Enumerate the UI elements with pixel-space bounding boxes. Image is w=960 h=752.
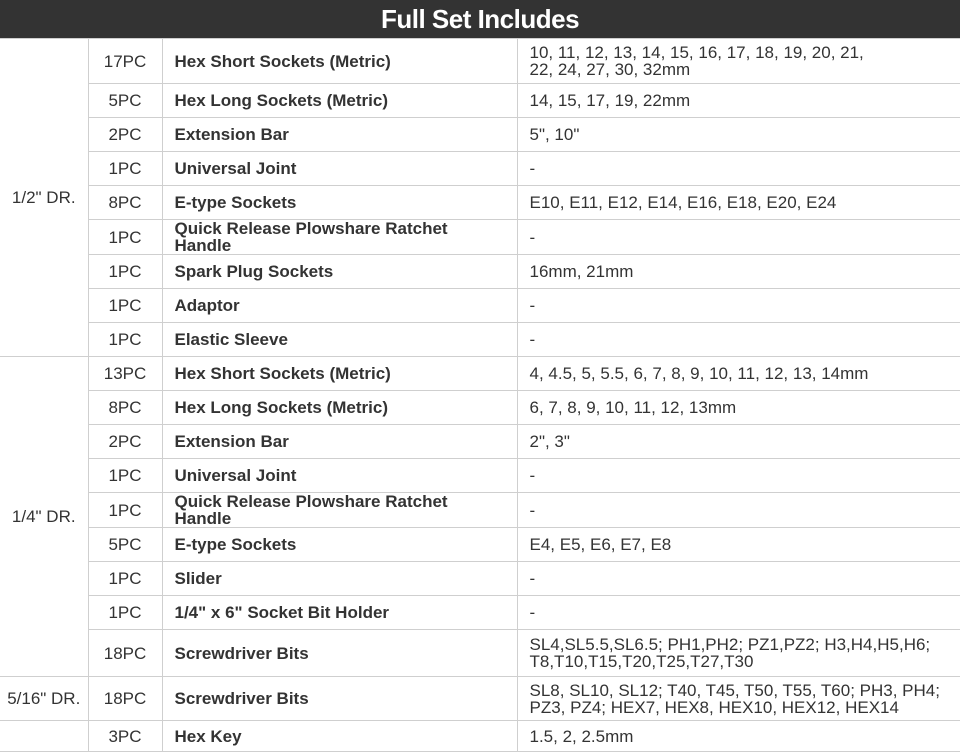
table-row <box>0 255 960 289</box>
item-spec-cell <box>517 562 960 596</box>
set-contents-body <box>0 39 960 752</box>
item-name-cell: Elastic Sleeve <box>162 323 517 357</box>
table-row <box>0 677 960 721</box>
item-spec-cell <box>517 677 960 721</box>
spec-line: 22, 24, 27, 30, 32mm <box>529 60 691 79</box>
item-name-cell: Adaptor <box>162 289 517 323</box>
spec-line: - <box>529 159 536 178</box>
table-row <box>0 562 960 596</box>
item-spec-cell <box>517 289 960 323</box>
spec-line: - <box>529 296 536 315</box>
item-spec-cell <box>517 425 960 459</box>
spec-line: 5", 10" <box>529 125 580 144</box>
quantity-cell: 1PC <box>88 459 162 493</box>
spec-line: - <box>529 569 536 588</box>
quantity-cell: 1PC <box>88 323 162 357</box>
spec-line: SL8, SL10, SL12; T40, T45, T50, T55, T60; PH3, PH4; <box>529 680 940 700</box>
drive-size-cell: 5/16" DR. <box>0 677 88 721</box>
spec-line: PZ3, PZ4; HEX7, HEX8, HEX10, HEX12, HEX14 <box>529 697 899 717</box>
table-row <box>0 391 960 425</box>
quantity-cell: 1PC <box>88 289 162 323</box>
item-spec-cell <box>517 84 960 118</box>
table-row <box>0 425 960 459</box>
table-row <box>0 323 960 357</box>
drive-size-cell <box>0 721 88 752</box>
spec-line: 6, 7, 8, 9, 10, 11, 12, 13mm <box>529 398 737 417</box>
drive-size-cell: 1/2" DR. <box>0 39 88 357</box>
spec-line: - <box>529 500 536 520</box>
table-row <box>0 721 960 752</box>
item-spec-cell <box>517 152 960 186</box>
table-row <box>0 596 960 630</box>
quantity-cell: 1PC <box>88 152 162 186</box>
quantity-cell: 13PC <box>88 357 162 391</box>
table-row <box>0 459 960 493</box>
item-name-cell: Screwdriver Bits <box>162 677 517 721</box>
quantity-cell: 3PC <box>88 721 162 752</box>
spec-line: 2", 3" <box>529 432 570 451</box>
table-row <box>0 220 960 255</box>
item-spec-cell <box>517 596 960 630</box>
item-spec-cell <box>517 391 960 425</box>
spec-line: E10, E11, E12, E14, E16, E18, E20, E24 <box>529 193 837 212</box>
spec-line: SL4,SL5.5,SL6.5; PH1,PH2; PZ1,PZ2; H3,H4,H5,H6; <box>529 635 931 654</box>
quantity-cell: 1PC <box>88 562 162 596</box>
spec-line: 1.5, 2, 2.5mm <box>529 726 634 746</box>
quantity-cell: 5PC <box>88 528 162 562</box>
spec-line: E4, E5, E6, E7, E8 <box>529 535 672 554</box>
item-name-cell: Hex Short Sockets (Metric) <box>162 39 517 84</box>
item-name-cell: Extension Bar <box>162 425 517 459</box>
spec-line: - <box>529 330 536 349</box>
quantity-cell: 18PC <box>88 630 162 677</box>
table-row <box>0 84 960 118</box>
item-name-cell: Quick Release Plowshare Ratchet Handle <box>162 220 517 255</box>
spec-line: 4, 4.5, 5, 5.5, 6, 7, 8, 9, 10, 11, 12, 13, 14mm <box>529 364 869 383</box>
item-spec-cell <box>517 630 960 677</box>
table-row <box>0 357 960 391</box>
spec-line: - <box>529 466 536 485</box>
item-spec-cell <box>517 721 960 752</box>
table-row <box>0 152 960 186</box>
item-name-cell: Quick Release Plowshare Ratchet Handle <box>162 493 517 528</box>
item-name-cell: Hex Short Sockets (Metric) <box>162 357 517 391</box>
item-name-cell: Hex Long Sockets (Metric) <box>162 84 517 118</box>
item-name-cell: E-type Sockets <box>162 186 517 220</box>
table-row <box>0 493 960 528</box>
table-row <box>0 528 960 562</box>
item-spec-cell <box>517 459 960 493</box>
set-contents-table <box>0 38 960 752</box>
item-name-cell: Universal Joint <box>162 152 517 186</box>
item-name-cell: Slider <box>162 562 517 596</box>
spec-line: 16mm, 21mm <box>529 262 634 281</box>
item-spec-cell <box>517 323 960 357</box>
spec-line: - <box>529 603 536 622</box>
item-spec-cell <box>517 220 960 255</box>
item-spec-cell <box>517 357 960 391</box>
table-row <box>0 118 960 152</box>
quantity-cell: 5PC <box>88 84 162 118</box>
quantity-cell: 1PC <box>88 220 162 255</box>
item-name-cell: Extension Bar <box>162 118 517 152</box>
spec-line: 14, 15, 17, 19, 22mm <box>529 91 691 110</box>
quantity-cell: 8PC <box>88 186 162 220</box>
spec-line: 10, 11, 12, 13, 14, 15, 16, 17, 18, 19, 20, 21, <box>529 43 864 62</box>
quantity-cell: 1PC <box>88 493 162 528</box>
item-spec-cell <box>517 186 960 220</box>
quantity-cell: 18PC <box>88 677 162 721</box>
quantity-cell: 2PC <box>88 118 162 152</box>
item-spec-cell <box>517 118 960 152</box>
item-spec-cell <box>517 255 960 289</box>
drive-size-cell: 1/4" DR. <box>0 357 88 677</box>
spec-line: - <box>529 227 536 247</box>
item-name-cell: Screwdriver Bits <box>162 630 517 677</box>
item-name-cell: Universal Joint <box>162 459 517 493</box>
table-row <box>0 39 960 84</box>
table-row <box>0 289 960 323</box>
table-row <box>0 630 960 677</box>
quantity-cell: 1PC <box>88 255 162 289</box>
item-spec-cell <box>517 528 960 562</box>
quantity-cell: 2PC <box>88 425 162 459</box>
item-name-cell: Hex Key <box>162 721 517 752</box>
quantity-cell: 17PC <box>88 39 162 84</box>
item-name-cell: E-type Sockets <box>162 528 517 562</box>
item-name-cell: Hex Long Sockets (Metric) <box>162 391 517 425</box>
page-title: Full Set Includes <box>0 0 960 38</box>
item-spec-cell <box>517 39 960 84</box>
quantity-cell: 1PC <box>88 596 162 630</box>
item-name-cell: 1/4" x 6" Socket Bit Holder <box>162 596 517 630</box>
item-spec-cell <box>517 493 960 528</box>
item-name-cell: Spark Plug Sockets <box>162 255 517 289</box>
spec-line: T8,T10,T15,T20,T25,T27,T30 <box>529 652 754 671</box>
table-row <box>0 186 960 220</box>
quantity-cell: 8PC <box>88 391 162 425</box>
